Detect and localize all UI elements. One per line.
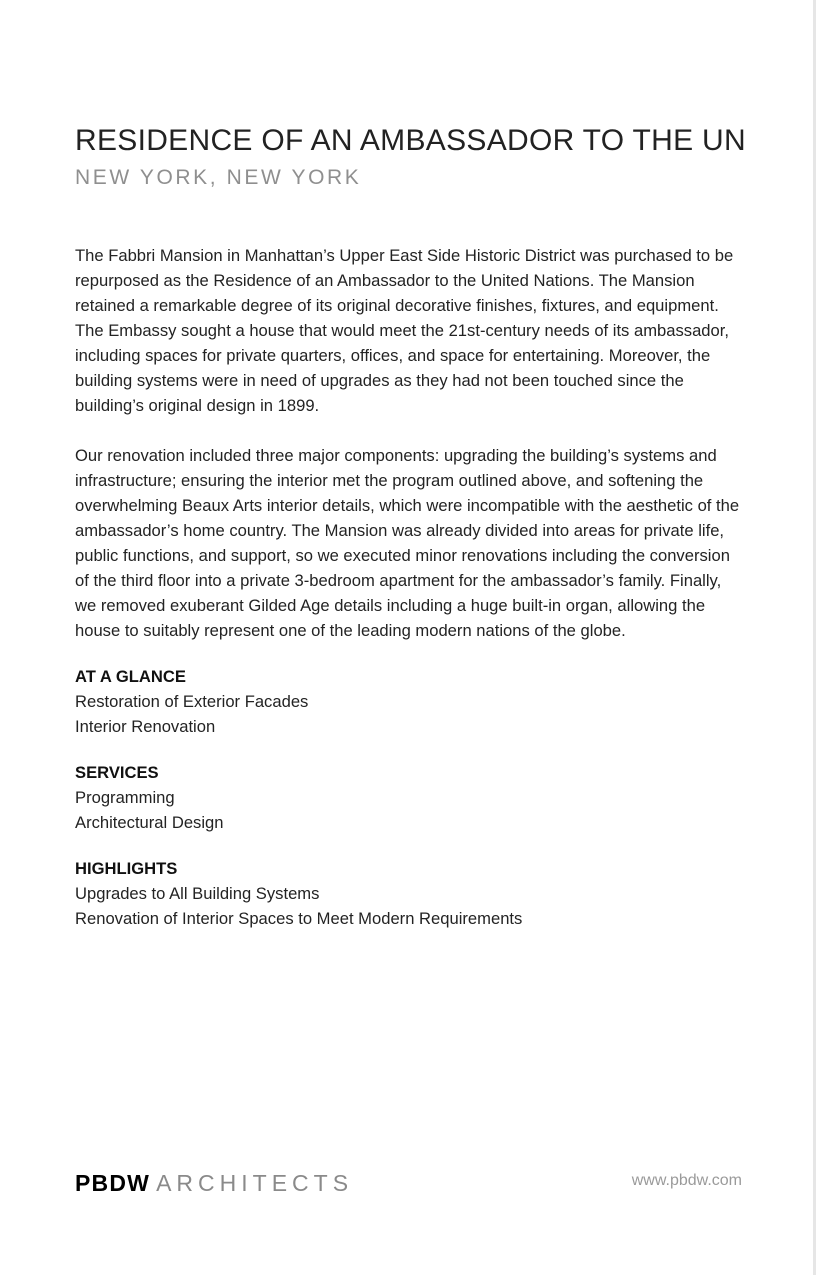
section-item: Interior Renovation — [75, 717, 216, 736]
body-paragraph: Our renovation included three major components: upgrading the building’s systems and infrastructure; ensuring the interior met the program outlined above, and softening the overwhelming Beaux Arts interior details, which were incompatible with the aesthetic of the ambassador’s home country. The Mansion was already divided into areas for private life, public functions, and support, so we executed minor renovations including the conversion of the third floor into a private 3-bedroom apartment for the ambassador’s family. Finally, we removed exuberant Gilded Age details including a huge built-in organ, allowing the house to suitably represent one of the leading modern nations of the globe. — [75, 446, 740, 640]
section-heading: HIGHLIGHTS — [75, 859, 178, 878]
section-heading: AT A GLANCE — [75, 667, 186, 686]
section-item: Architectural Design — [75, 813, 224, 832]
section-item: Upgrades to All Building Systems — [75, 884, 320, 903]
section-item: Renovation of Interior Spaces to Meet Modern Requirements — [75, 909, 523, 928]
document-body — [75, 243, 745, 952]
section-highlights — [75, 856, 745, 931]
section-item: Restoration of Exterior Facades — [75, 692, 309, 711]
section-services — [75, 760, 745, 835]
logo-wordmark-bold: PBDW — [75, 1170, 151, 1196]
firm-logo — [75, 1170, 353, 1197]
section-at-a-glance — [75, 664, 745, 739]
website-url: www.pbdw.com — [631, 1172, 742, 1189]
page-subtitle-location: NEW YORK, NEW YORK — [75, 166, 362, 189]
logo-wordmark-light: ARCHITECTS — [156, 1170, 354, 1196]
page-title: RESIDENCE OF AN AMBASSADOR TO THE UN — [75, 124, 746, 157]
section-heading: SERVICES — [75, 763, 159, 782]
body-paragraph: The Fabbri Mansion in Manhattan’s Upper East Side Historic District was purchased to be repurposed as the Residence of an Ambassador to the United Nations. The Mansion retained a remarkable degree of its original decorative finishes, fixtures, and equipment. The Embassy sought a house that would meet the 21st-century needs of its ambassador, including spaces for private quarters, offices, and space for entertaining. Moreover, the building systems were in need of upgrades as they had not been touched since the building’s original design in 1899. — [75, 246, 734, 415]
section-item: Programming — [75, 788, 175, 807]
